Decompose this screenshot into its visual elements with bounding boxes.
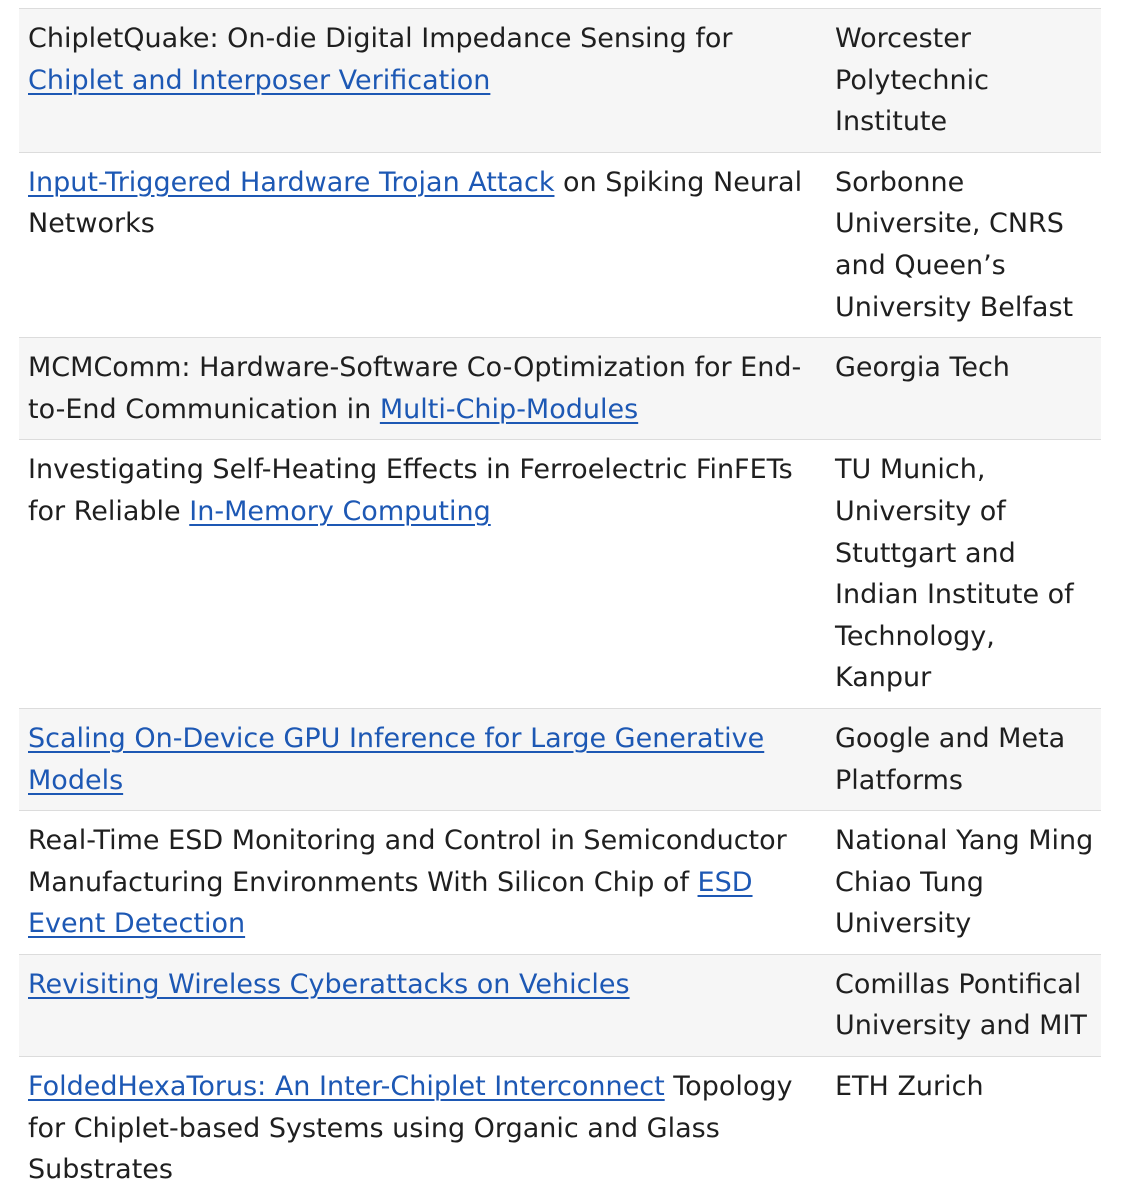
paper-title-link[interactable]: Multi-Chip-Modules — [379, 393, 639, 425]
institution: Worcester Polytechnic Institute — [835, 23, 989, 138]
paper-title — [19, 440, 827, 708]
table-row — [19, 955, 1101, 1057]
institution: Sorbonne Universite, CNRS and Queen’s University Belfast — [835, 166, 1074, 323]
table-row — [19, 338, 1101, 440]
institution: Comillas Pontifical University and MIT — [835, 968, 1087, 1042]
table-row — [19, 1057, 1101, 1200]
paper-title-link[interactable]: In-Memory Computing — [189, 495, 491, 527]
paper-title — [19, 709, 827, 810]
institution: TU Munich, University of Stuttgart and Indian Institute of Technology, Kanpur — [835, 454, 1074, 694]
paper-title — [19, 955, 827, 1056]
paper-title-text: ChipletQuake: On-die Digital Impedance Sensing for — [28, 23, 733, 54]
paper-title-link[interactable]: Revisiting Wireless Cyberattacks on Vehicles — [28, 968, 630, 1000]
table-row — [19, 153, 1101, 338]
institution: National Yang Ming Chiao Tung University — [835, 825, 1094, 940]
paper-title-text: MCMComm: Hardware-Software Co-Optimization for End-to-End Communication in — [28, 352, 802, 425]
paper-title-text: Investigating Self-Heating Effects in Ferroelectric FinFETs for Reliable — [28, 454, 793, 527]
table-row — [19, 811, 1101, 955]
table-row — [19, 440, 1101, 709]
paper-title — [19, 9, 827, 152]
paper-title-text: on Spiking Neural Networks — [28, 166, 803, 240]
paper-title-link[interactable]: Scaling On-Device GPU Inference for Large Generative Models — [28, 722, 765, 796]
paper-title — [19, 1057, 827, 1200]
paper-title-link[interactable]: FoldedHexaTorus: An Inter-Chiplet Interconnect — [28, 1071, 665, 1103]
institution: ETH Zurich — [835, 1071, 984, 1103]
paper-title-link[interactable]: ESD Event Detection — [28, 866, 753, 940]
papers-table — [19, 8, 1101, 1200]
paper-title-text: Topology for Chiplet-based Systems using Organic and Glass Substrates — [28, 1071, 793, 1186]
paper-title — [19, 811, 827, 954]
institution: Google and Meta Platforms — [835, 722, 1066, 796]
paper-title — [19, 338, 827, 439]
paper-title-link[interactable]: Chiplet and Interposer Verification — [28, 64, 491, 96]
table-row — [19, 709, 1101, 811]
table-row — [19, 9, 1101, 153]
paper-title-text: Real-Time ESD Monitoring and Control in Semiconductor Manufacturing Environments With Silicon Chip of — [28, 825, 787, 898]
paper-title-link[interactable]: Input-Triggered Hardware Trojan Attack — [28, 166, 555, 198]
paper-title — [19, 153, 827, 337]
institution: Georgia Tech — [835, 352, 1010, 384]
